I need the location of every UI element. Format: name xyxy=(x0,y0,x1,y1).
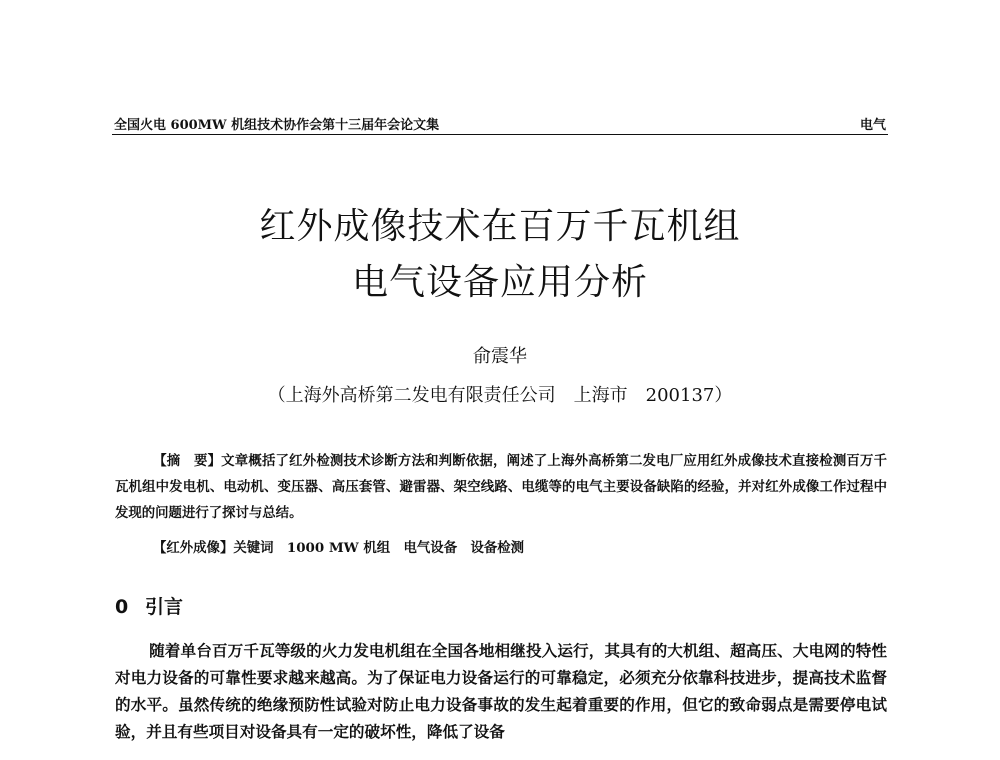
section-title: 引言 xyxy=(145,596,184,618)
author-name: 俞震华 xyxy=(473,346,527,367)
abstract-tag: 【摘 要】 xyxy=(153,453,222,469)
paper-title-line-1: 红外成像技术在百万千瓦机组 xyxy=(259,206,741,247)
abstract-text: 文章概括了红外检测技术诊断方法和判断依据，阐述了上海外高桥第二发电厂应用红外成像技术直接检测百万千瓦机组中发电机、电动机、变压器、高压套管、避雷器、架空线路、电缆等的电气主要设备缺陷的经验，并对红外成像工作过程中发现的问题进行了探讨与总结。 xyxy=(115,453,888,521)
keywords-tag: 【红外成像】 xyxy=(153,540,234,556)
header-proceedings-title: 全国火电 600MW 机组技术协作会第十三届年会论文集 xyxy=(114,118,440,133)
keywords-text: 关键词 1000 MW 机组 电气设备 设备检测 xyxy=(233,540,525,556)
running-header xyxy=(112,112,888,135)
section-number: 0 xyxy=(115,596,129,618)
author-affiliation: （上海外高桥第二发电有限责任公司 上海市 200137） xyxy=(267,385,733,406)
abstract xyxy=(115,448,887,526)
body-paragraph-text: 随着单台百万千瓦等级的火力发电机组在全国各地相继投入运行，其具有的大机组、超高压、大电网的特性对电力设备的可靠性要求越来越高。为了保证电力设备运行的可靠稳定，必须充分依靠科技进步，提高技术监督的水平。虽然传统的绝缘预防性试验对防止电力设备事故的发生起着重要的作用，但它的致命弱点是需要停电试验，并且有些项目对设备具有一定的破坏性，降低了设备 xyxy=(115,641,887,741)
section-heading xyxy=(115,592,183,619)
paper-title-line-2: 电气设备应用分析 xyxy=(351,262,648,303)
header-section-label: 电气 xyxy=(859,118,886,133)
keywords xyxy=(153,537,887,559)
body-paragraph xyxy=(115,637,887,745)
